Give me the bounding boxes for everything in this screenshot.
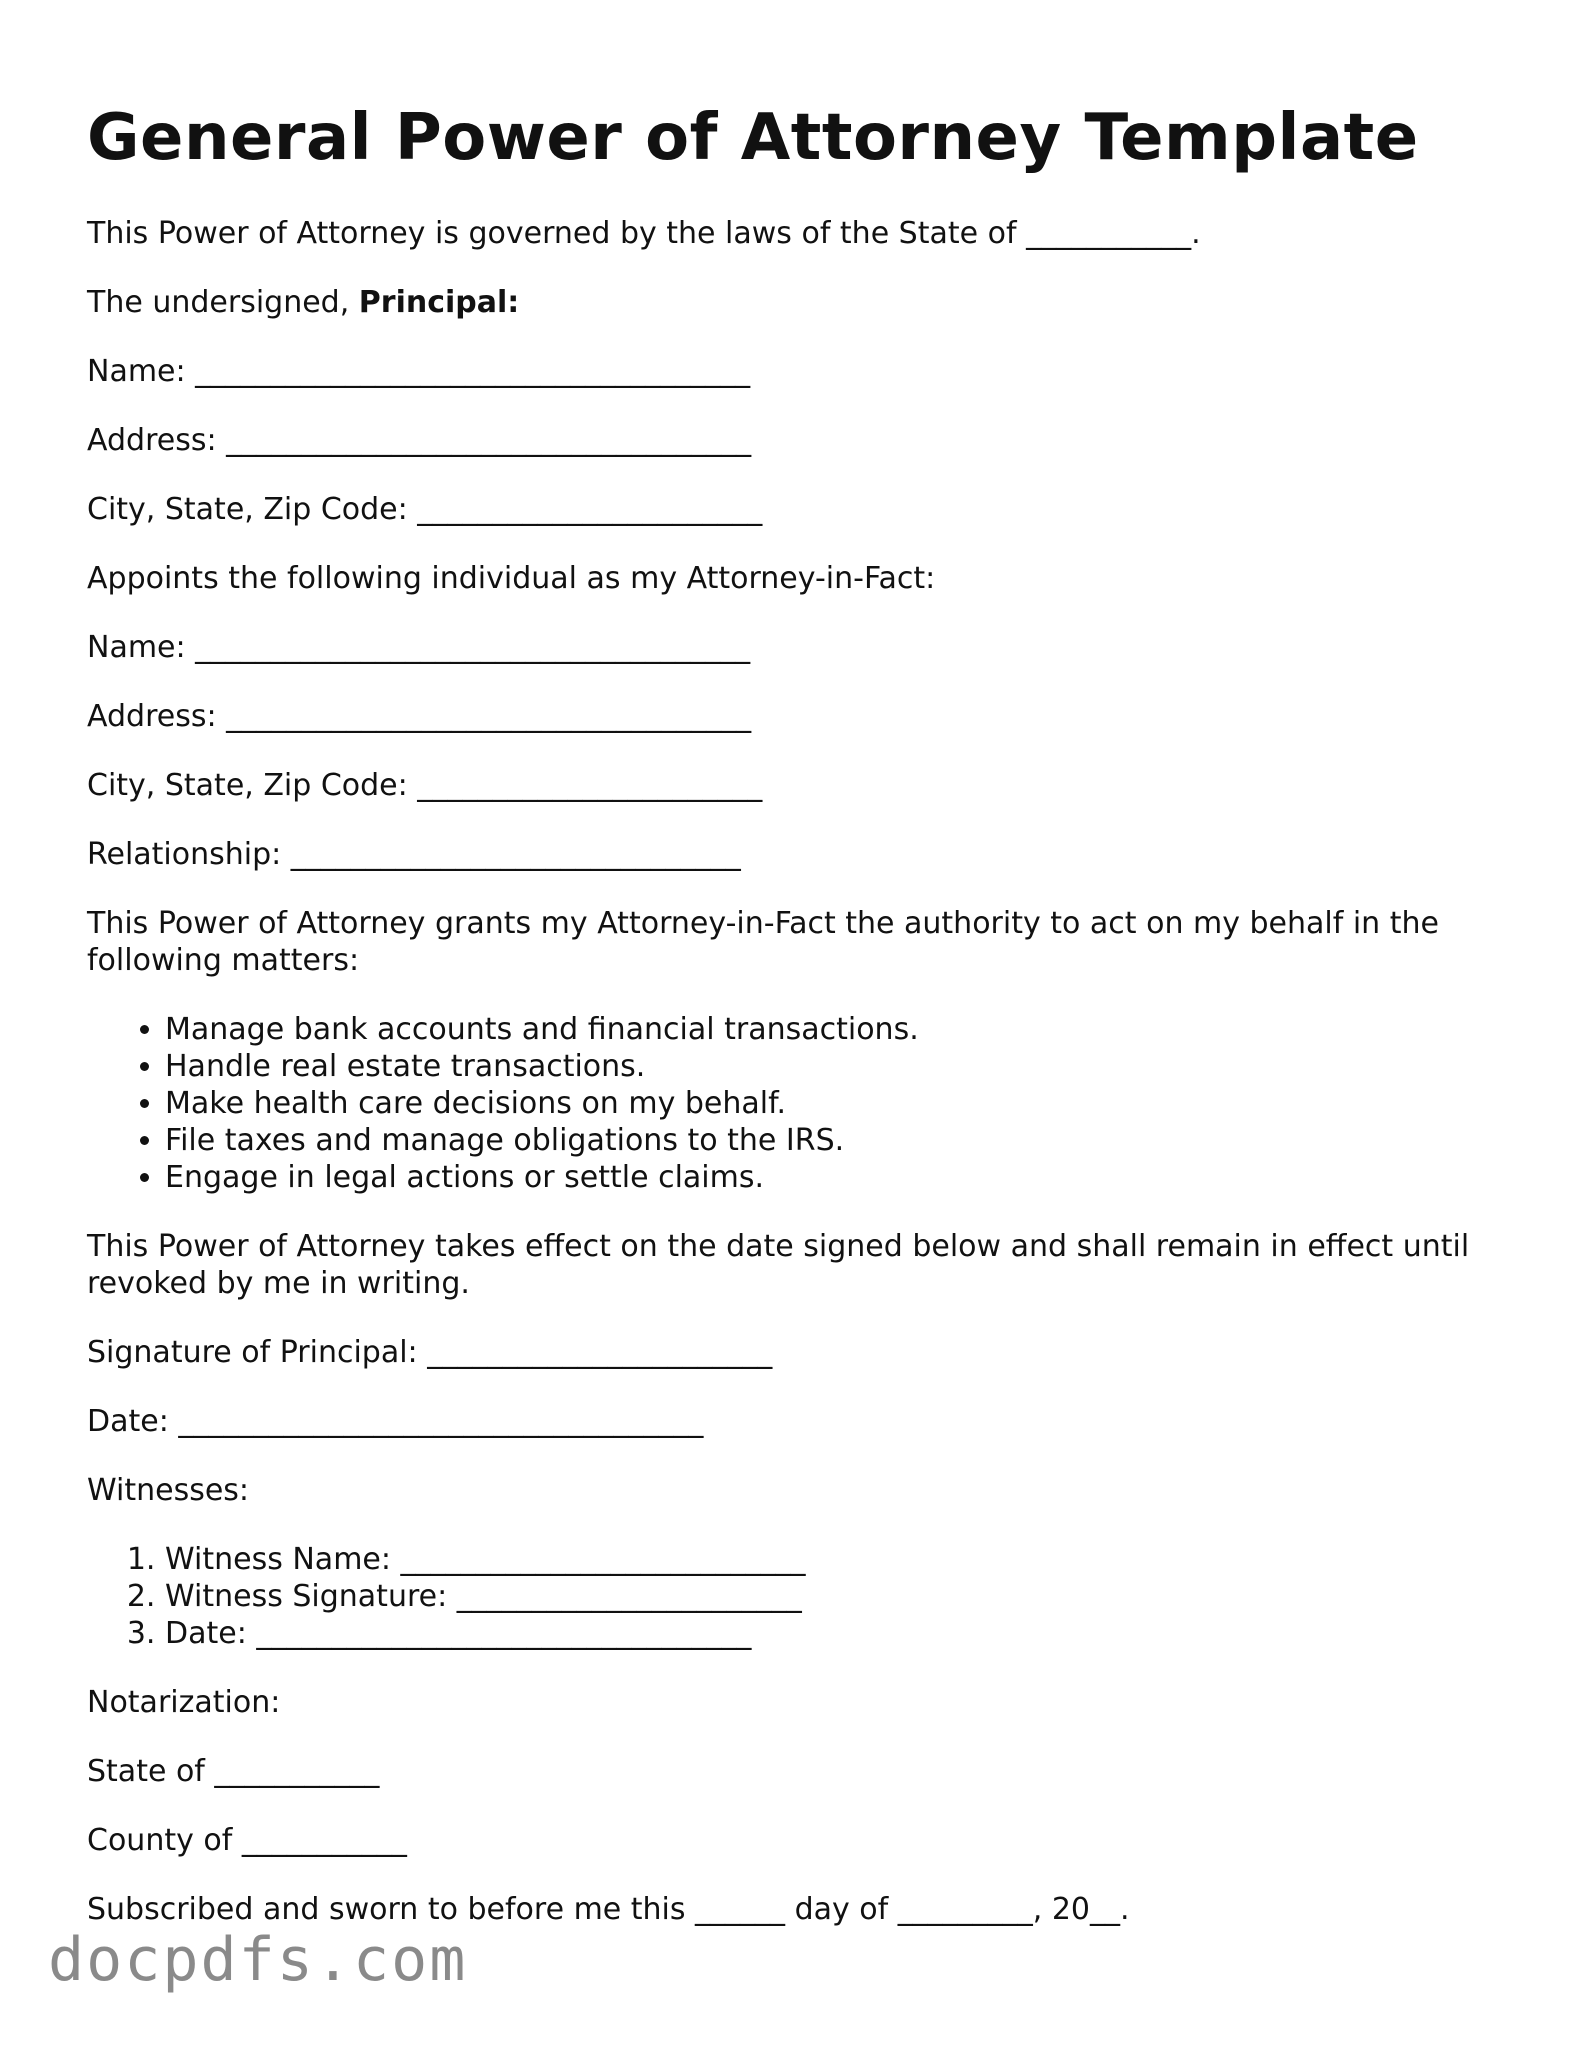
notarization-label: Notarization:	[87, 1684, 281, 1720]
list-item: • Make health care decisions on my behalf.	[165, 1085, 1507, 1122]
governing-law-line: This Power of Attorney is governed by the laws of the State of ___________.	[87, 215, 1201, 251]
grants-text: This Power of Attorney grants my Attorney-in-Fact the authority to act on my behalf in the following matters:	[87, 905, 1439, 978]
witnesses-label: Witnesses:	[87, 1472, 250, 1508]
county-of-field: County of ___________	[87, 1822, 407, 1858]
list-item: • Handle real estate transactions.	[165, 1048, 1507, 1085]
document-title: General Power of Attorney Template	[87, 101, 1419, 175]
list-item: 3. Date: _________________________________	[165, 1615, 1507, 1652]
document-page	[87, 100, 1507, 1960]
principal-label: Principal:	[358, 284, 520, 320]
list-item: • Manage bank accounts and financial transactions.	[165, 1011, 1507, 1048]
attorney-address-field: Address: ___________________________________	[87, 698, 752, 734]
witnesses-list	[87, 1541, 1507, 1652]
date-field: Date: ___________________________________	[87, 1403, 704, 1439]
principal-city-state-zip-field: City, State, Zip Code: _______________________	[87, 491, 763, 527]
list-item: 2. Witness Signature: _______________________	[165, 1578, 1507, 1615]
powers-list	[87, 1011, 1507, 1196]
state-of-field: State of ___________	[87, 1753, 380, 1789]
principal-name-field: Name: _____________________________________	[87, 353, 751, 389]
appoints-text: Appoints the following individual as my Attorney-in-Fact:	[87, 560, 936, 596]
attorney-city-state-zip-field: City, State, Zip Code: _______________________	[87, 767, 763, 803]
principal-intro-text: The undersigned,	[87, 284, 359, 320]
list-item: • Engage in legal actions or settle claims.	[165, 1159, 1507, 1196]
principal-intro	[87, 284, 1507, 321]
list-item: 1. Witness Name: ___________________________	[165, 1541, 1507, 1578]
principal-signature-field: Signature of Principal: _______________________	[87, 1334, 773, 1370]
watermark-logo: docpdfs.com	[48, 1925, 468, 1995]
effect-text: This Power of Attorney takes effect on the date signed below and shall remain in effect until revoked by me in writing.	[87, 1228, 1470, 1301]
subscribed-sworn-line: Subscribed and sworn to before me this ______ day of _________, 20__.	[87, 1891, 1130, 1927]
list-item: • File taxes and manage obligations to the IRS.	[165, 1122, 1507, 1159]
attorney-relationship-field: Relationship: ______________________________	[87, 836, 741, 872]
principal-address-field: Address: ___________________________________	[87, 422, 752, 458]
attorney-name-field: Name: _____________________________________	[87, 629, 751, 665]
